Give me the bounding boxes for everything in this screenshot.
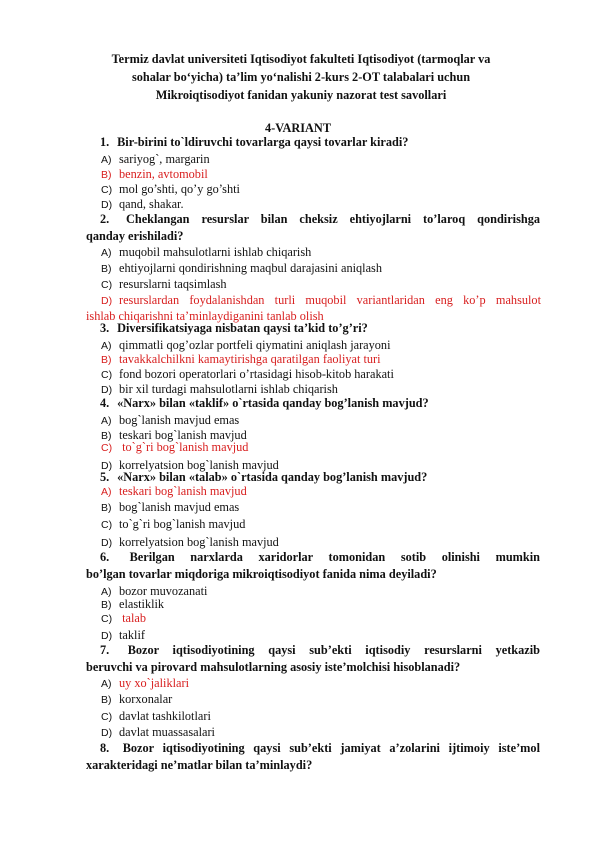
question-4 [86,395,540,412]
option-1c [101,182,541,198]
option-text: qand, shakar. [119,197,184,211]
option-letter: A) [101,415,112,427]
option-text: korxonalar [119,692,173,706]
question-number: 7. [100,643,110,657]
option-letter: B) [101,354,112,366]
option-letter: C) [101,711,113,723]
option-6c-correct [101,611,541,627]
option-letter: C) [101,519,113,531]
option-text: benzin, avtomobil [119,167,208,181]
option-2c [101,277,541,293]
question-text-line-2: qanday erishiladi? [86,229,184,243]
option-text: bog`lanish mavjud emas [119,500,240,514]
option-text: teskari bog`lanish mavjud [119,428,247,442]
question-text: Bir-birini to`ldiruvchi tovarlarga qaysi tovarlar kiradi? [117,135,409,149]
option-text: muqobil mahsulotlarni ishlab chiqarish [119,245,312,259]
option-text: uy xo`jaliklari [119,676,190,690]
question-text-line-2: xarakteridagi ne’matlar bilan ta’minlaydi? [86,758,313,772]
option-5a-correct [101,484,541,500]
option-text-line-2: ishlab chiqarishni ta’minlaydiganini tanlab olish [86,309,324,323]
variant-title: 4-VARIANT [264,121,332,135]
option-letter: D) [101,199,113,211]
option-text-line-1: resurslardan foydalanishdan turli muqobil variantlaridan eng ko’p mahsulot [119,293,541,307]
question-number: 8. [100,741,110,755]
option-text: sariyog`, margarin [119,152,210,166]
option-text: resurslarni taqsimlash [119,277,227,291]
option-text: talab [119,611,146,625]
option-letter: A) [101,247,112,259]
option-text: ehtiyojlarni qondirishning maqbul darajasini aniqlash [119,261,382,275]
question-number: 1. [100,135,110,149]
option-text: davlat tashkilotlari [119,709,211,723]
option-letter: D) [101,295,113,307]
option-text: bozor muvozanati [119,584,208,598]
option-letter: C) [101,184,113,196]
question-text-line-2: beruvchi va pirovard mahsulotlarning asosiy iste’molchisi hisoblanadi? [86,660,461,674]
option-5c [101,517,541,533]
question-number: 2. [100,212,110,226]
option-letter: C) [101,279,113,291]
question-number: 3. [100,321,110,335]
question-1 [86,134,540,151]
option-text: fond bozori operatorlari o’rtasidagi hisob-kitob harakati [119,367,394,381]
option-4a [101,413,541,429]
option-text: tavakkalchilkni kamaytirishga qaratilgan faoliyat turi [119,352,381,366]
option-3b-correct [101,352,541,368]
option-7b [101,692,541,708]
question-6 [86,549,540,583]
option-7c [101,709,541,725]
question-text-line-1: Cheklangan resurslar bilan cheksiz ehtiyojlarni to’laroq qondirishga [125,212,541,226]
option-letter: D) [101,384,113,396]
option-2a [101,245,541,261]
option-letter: B) [101,694,112,706]
option-letter: A) [101,486,112,498]
option-text: korrelyatsion bog`lanish mavjud [119,535,279,549]
option-letter: B) [101,599,112,611]
option-text: elastiklik [119,597,165,611]
option-1b-correct [101,167,541,183]
option-letter: C) [101,369,113,381]
option-letter: C) [101,442,113,454]
option-text: teskari bog`lanish mavjud [119,484,247,498]
option-letter: C) [101,613,113,625]
option-letter: A) [101,586,112,598]
option-text: to`g`ri bog`lanish mavjud [119,440,249,454]
option-letter: B) [101,263,112,275]
question-text: «Narx» bilan «taklif» o`rtasida qanday bog’lanish mavjud? [117,396,429,410]
option-text: taklif [119,628,145,642]
question-text-line-1: Bozor iqtisodiyotining qaysi sub’ekti iqtisodiy resurslarni yetkazib [127,643,540,657]
question-number: 6. [100,550,110,564]
option-letter: D) [101,630,113,642]
option-letter: A) [101,154,112,166]
question-7 [86,642,540,676]
option-5b [101,500,541,516]
option-letter: D) [101,727,113,739]
option-3c [101,367,541,383]
header-line-3: Mikroiqtisodiyot fanidan yakuniy nazorat test savollari [155,88,447,102]
header-line-1: Termiz davlat universiteti Iqtisodiyot fakulteti Iqtisodiyot (tarmoqlar va [111,52,491,66]
option-4c-correct [101,440,541,456]
option-text: qimmatli qog’ozlar portfeli qiymatini aniqlash jarayoni [119,338,391,352]
question-number: 5. [100,470,110,484]
option-1a [101,152,541,168]
question-text-line-1: Bozor iqtisodiyotining qaysi sub’ekti jamiyat a’zolarini ijtimoiy iste’mol [122,741,540,755]
option-7a-correct [101,676,541,692]
question-number: 4. [100,396,110,410]
question-text: Diversifikatsiyaga nisbatan qaysi ta’kid to’g’ri? [117,321,368,335]
option-text: mol go’shti, qo’y go’shti [119,182,240,196]
question-text-line-1: Berilgan narxlarda xaridorlar tomonidan sotib olinishi mumkin [129,550,540,564]
option-text: to`g`ri bog`lanish mavjud [119,517,246,531]
option-letter: D) [101,460,113,472]
option-letter: A) [101,340,112,352]
option-letter: B) [101,430,112,442]
question-2 [86,211,540,245]
option-text: bir xil turdagi mahsulotlarni ishlab chiqarish [119,382,338,396]
document-header [86,50,516,104]
question-text-line-2: bo’lgan tovarlar miqdoriga mikroiqtisodiyot fanida nima deyiladi? [86,567,437,581]
question-8 [86,740,540,774]
option-text: bog`lanish mavjud emas [119,413,240,427]
question-3 [86,320,540,337]
option-letter: B) [101,169,112,181]
option-letter: B) [101,502,112,514]
option-7d [101,725,541,741]
option-text: korrelyatsion bog`lanish mavjud [119,458,279,472]
question-text: «Narx» bilan «talab» o`rtasida qanday bog’lanish mavjud? [117,470,428,484]
option-letter: D) [101,537,113,549]
option-text: davlat muassasalari [119,725,215,739]
option-2b [101,261,541,277]
option-letter: A) [101,678,112,690]
header-line-2: sohalar bo‘yicha) ta’lim yo‘nalishi 2-kurs 2-OT talabalari uchun [131,70,471,84]
